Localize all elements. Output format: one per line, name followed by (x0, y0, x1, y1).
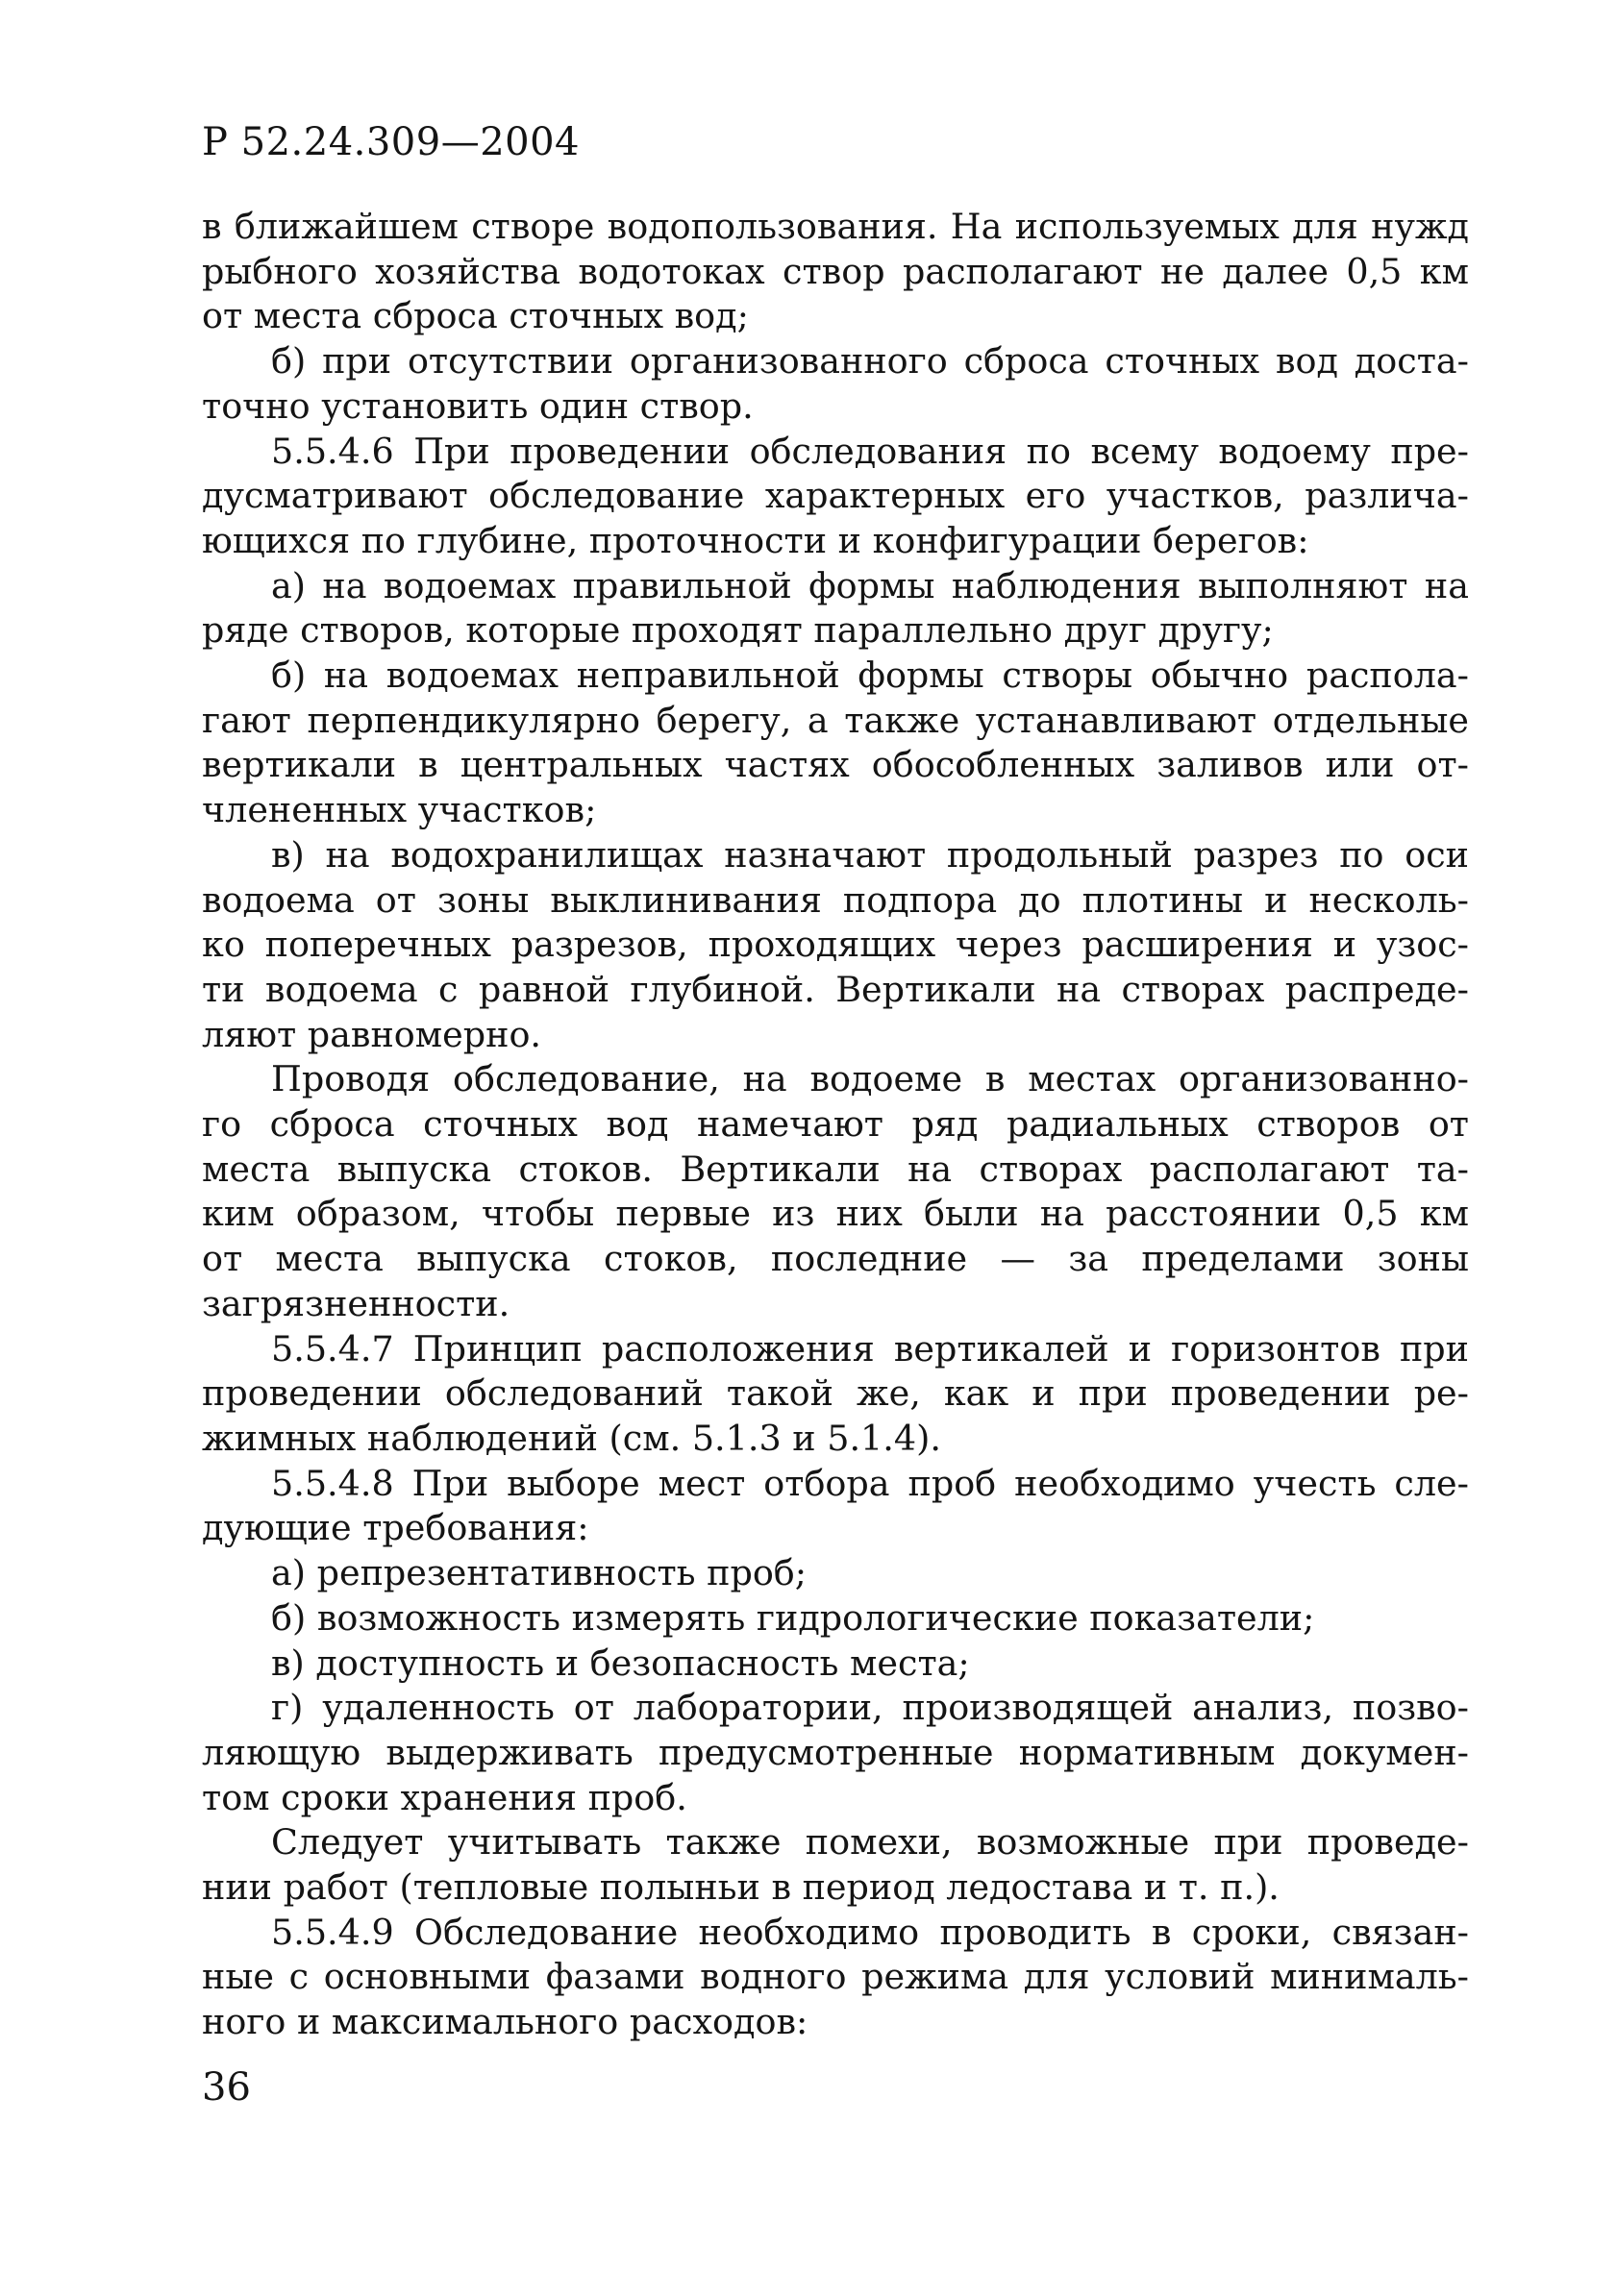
text-line: в ближайшем створе водопользования. На используемых для нужд (202, 206, 1469, 247)
text-line: гают перпендикулярно берегу, а также устанавливают отдельные (202, 699, 1469, 741)
text-line: от места выпуска стоков, последние — за пределами зоны (202, 1238, 1469, 1280)
text-line: том сроки хранения проб. (202, 1776, 687, 1818)
page-number: 36 (202, 2065, 251, 2110)
text-line: ти водоема с равной глубиной. Вертикали на створах распреде- (202, 968, 1469, 1010)
text-line: ющихся по глубине, проточности и конфигурации берегов: (202, 519, 1309, 561)
text-line: члененных участков; (202, 789, 597, 831)
text-line: б) при отсутствии организованного сброса сточных вод доста- (271, 340, 1469, 383)
text-line: 5.5.4.8 При выборе мест отбора проб необходимо учесть сле- (271, 1462, 1469, 1504)
text-line: Следует учитывать также помехи, возможные при проведе- (271, 1821, 1469, 1864)
text-line: ряде створов, которые проходят параллельно друг другу; (202, 609, 1274, 652)
text-line: нии работ (тепловые полыньи в период ледостава и т. п.). (202, 1866, 1280, 1909)
body-text (202, 205, 1469, 2045)
text-line: ного и максимального расходов: (202, 2001, 808, 2043)
text-line: ким образом, чтобы первые из них были на расстоянии 0,5 км (202, 1193, 1469, 1235)
text-line: от места сброса сточных вод; (202, 295, 749, 337)
list-item: в) доступность и безопасность места; (271, 1642, 970, 1684)
list-item: б) возможность измерять гидрологические показатели; (271, 1596, 1315, 1639)
text-line: 5.5.4.9 Обследование необходимо проводить в сроки, связан- (271, 1911, 1469, 1953)
text-line: жимных наблюдений (см. 5.1.3 и 5.1.4). (202, 1417, 941, 1459)
text-line: ные с основными фазами водного режима для условий минималь- (202, 1956, 1469, 1998)
text-line: Проводя обследование, на водоеме в местах организованно- (271, 1058, 1469, 1100)
text-line: рыбного хозяйства водотоках створ располагают не далее 0,5 км (202, 250, 1469, 292)
list-item: г) удаленность от лаборатории, производящей анализ, позво- (271, 1687, 1469, 1729)
text-line: 5.5.4.6 При проведении обследования по всему водоему пре- (271, 430, 1469, 472)
text-line: ляющую выдерживать предусмотренные нормативным докумен- (202, 1731, 1469, 1773)
text-line: б) на водоемах неправильной формы створы обычно распола- (271, 654, 1469, 697)
text-line: дующие требования: (202, 1507, 589, 1549)
text-line: дусматривают обследование характерных его участков, различа- (202, 475, 1469, 517)
text-line: го сброса сточных вод намечают ряд радиальных створов от (202, 1103, 1469, 1146)
text-line: 5.5.4.7 Принцип расположения вертикалей и горизонтов при (271, 1327, 1469, 1370)
text-line: загрязненности. (202, 1282, 510, 1324)
text-line: вертикали в центральных частях обособленных заливов или от- (202, 744, 1469, 786)
list-item: а) репрезентативность проб; (271, 1552, 808, 1594)
text-line: места выпуска стоков. Вертикали на створах располагают та- (202, 1148, 1469, 1190)
text-line: проведении обследований такой же, как и при проведении ре- (202, 1372, 1469, 1415)
text-line: а) на водоемах правильной формы наблюдения выполняют на (271, 564, 1469, 606)
text-line: водоема от зоны выклинивания подпора до плотины и несколь- (202, 878, 1469, 921)
text-line: точно установить один створ. (202, 384, 754, 427)
text-line: ко поперечных разрезов, проходящих через расширения и узос- (202, 924, 1469, 966)
text-line: в) на водохранилищах назначают продольный разрез по оси (271, 833, 1469, 876)
document-code-header: Р 52.24.309—2004 (202, 120, 580, 164)
text-line: ляют равномерно. (202, 1013, 542, 1055)
